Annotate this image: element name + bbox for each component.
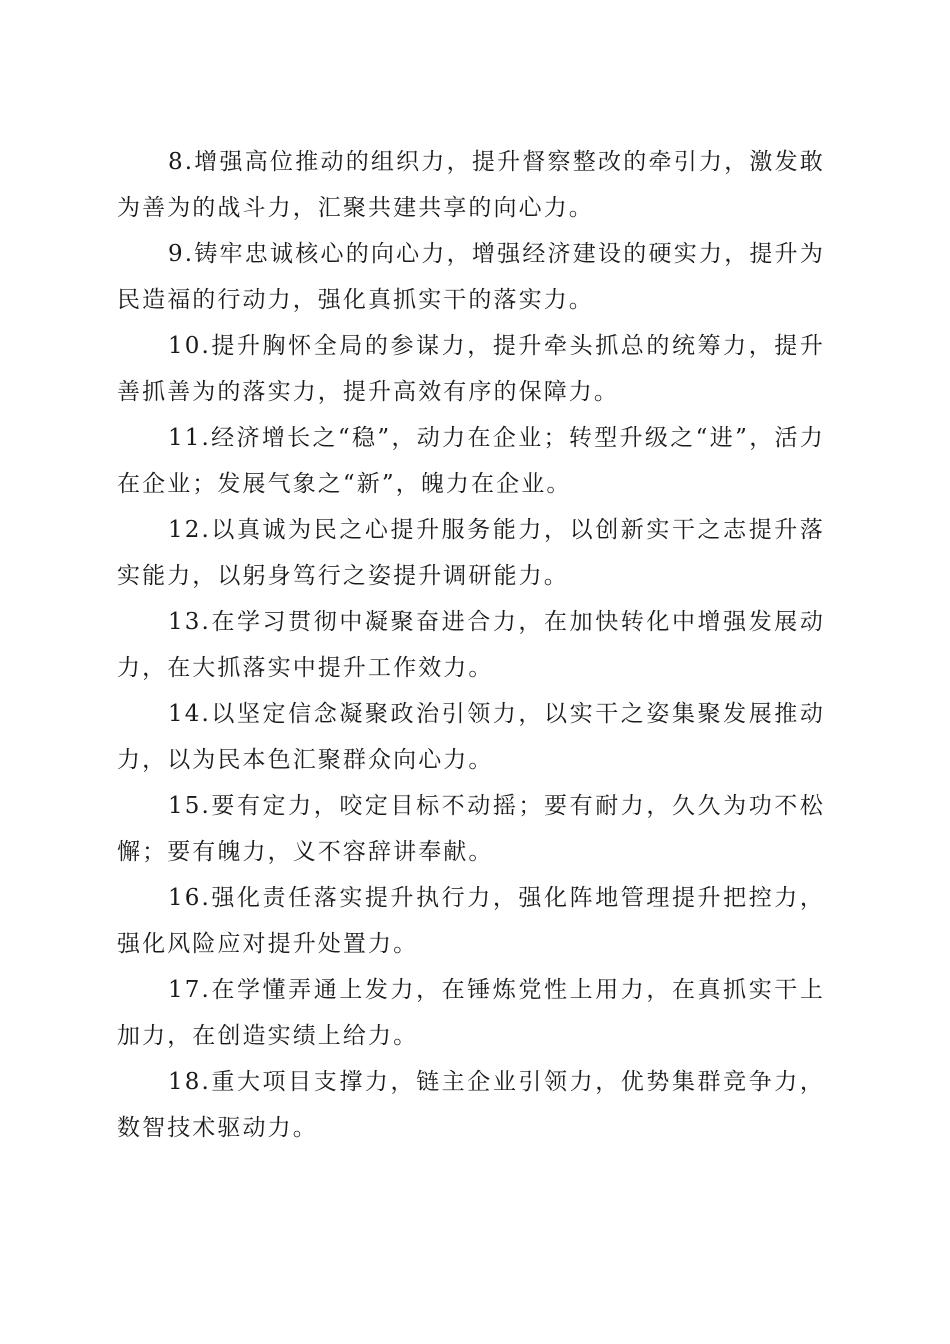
- paragraph-12: [117, 507, 825, 599]
- paragraph-15: [117, 783, 825, 875]
- paragraph-17: [117, 967, 825, 1059]
- paragraph-text: 以真诚为民之心提升服务能力，以创新实干之志提升落实能力，以躬身笃行之姿提升调研能力。: [117, 517, 825, 589]
- paragraph-text: 铸牢忠诚核心的向心力，增强经济建设的硬实力，提升为民造福的行动力，强化真抓实干的落实力。: [117, 241, 825, 313]
- paragraph-number: 16.: [168, 885, 211, 911]
- paragraph-text: 在学习贯彻中凝聚奋进合力，在加快转化中增强发展动力，在大抓落实中提升工作效力。: [117, 609, 825, 681]
- paragraph-text: 经济增长之“稳”，动力在企业；转型升级之“进”，活力在企业；发展气象之“新”，魄力在企业。: [117, 425, 825, 497]
- paragraph-11: [117, 415, 825, 507]
- paragraph-number: 18.: [168, 1069, 211, 1095]
- paragraph-number: 8.: [168, 149, 195, 175]
- paragraph-text: 要有定力，咬定目标不动摇；要有耐力，久久为功不松懈；要有魄力，义不容辞讲奉献。: [117, 793, 825, 865]
- paragraph-13: [117, 599, 825, 691]
- document-body: [117, 139, 825, 1151]
- paragraph-16: [117, 875, 825, 967]
- paragraph-number: 14.: [168, 701, 211, 727]
- paragraph-18: [117, 1059, 825, 1151]
- paragraph-number: 12.: [168, 517, 211, 543]
- paragraph-text: 增强高位推动的组织力，提升督察整改的牵引力，激发敢为善为的战斗力，汇聚共建共享的向心力。: [117, 149, 825, 221]
- paragraph-text: 提升胸怀全局的参谋力，提升牵头抓总的统筹力，提升善抓善为的落实力，提升高效有序的保障力。: [117, 333, 825, 405]
- paragraph-number: 11.: [168, 425, 211, 451]
- paragraph-10: [117, 323, 825, 415]
- paragraph-number: 9.: [168, 241, 195, 267]
- paragraph-text: 强化责任落实提升执行力，强化阵地管理提升把控力，强化风险应对提升处置力。: [117, 885, 825, 957]
- paragraph-8: [117, 139, 825, 231]
- paragraph-14: [117, 691, 825, 783]
- paragraph-number: 15.: [168, 793, 211, 819]
- paragraph-number: 13.: [168, 609, 211, 635]
- paragraph-text: 重大项目支撑力，链主企业引领力，优势集群竞争力，数智技术驱动力。: [117, 1069, 825, 1141]
- paragraph-number: 17.: [168, 977, 211, 1003]
- paragraph-text: 以坚定信念凝聚政治引领力，以实干之姿集聚发展推动力，以为民本色汇聚群众向心力。: [117, 701, 825, 773]
- paragraph-9: [117, 231, 825, 323]
- paragraph-text: 在学懂弄通上发力，在锤炼党性上用力，在真抓实干上加力，在创造实绩上给力。: [117, 977, 825, 1049]
- paragraph-number: 10.: [168, 333, 211, 359]
